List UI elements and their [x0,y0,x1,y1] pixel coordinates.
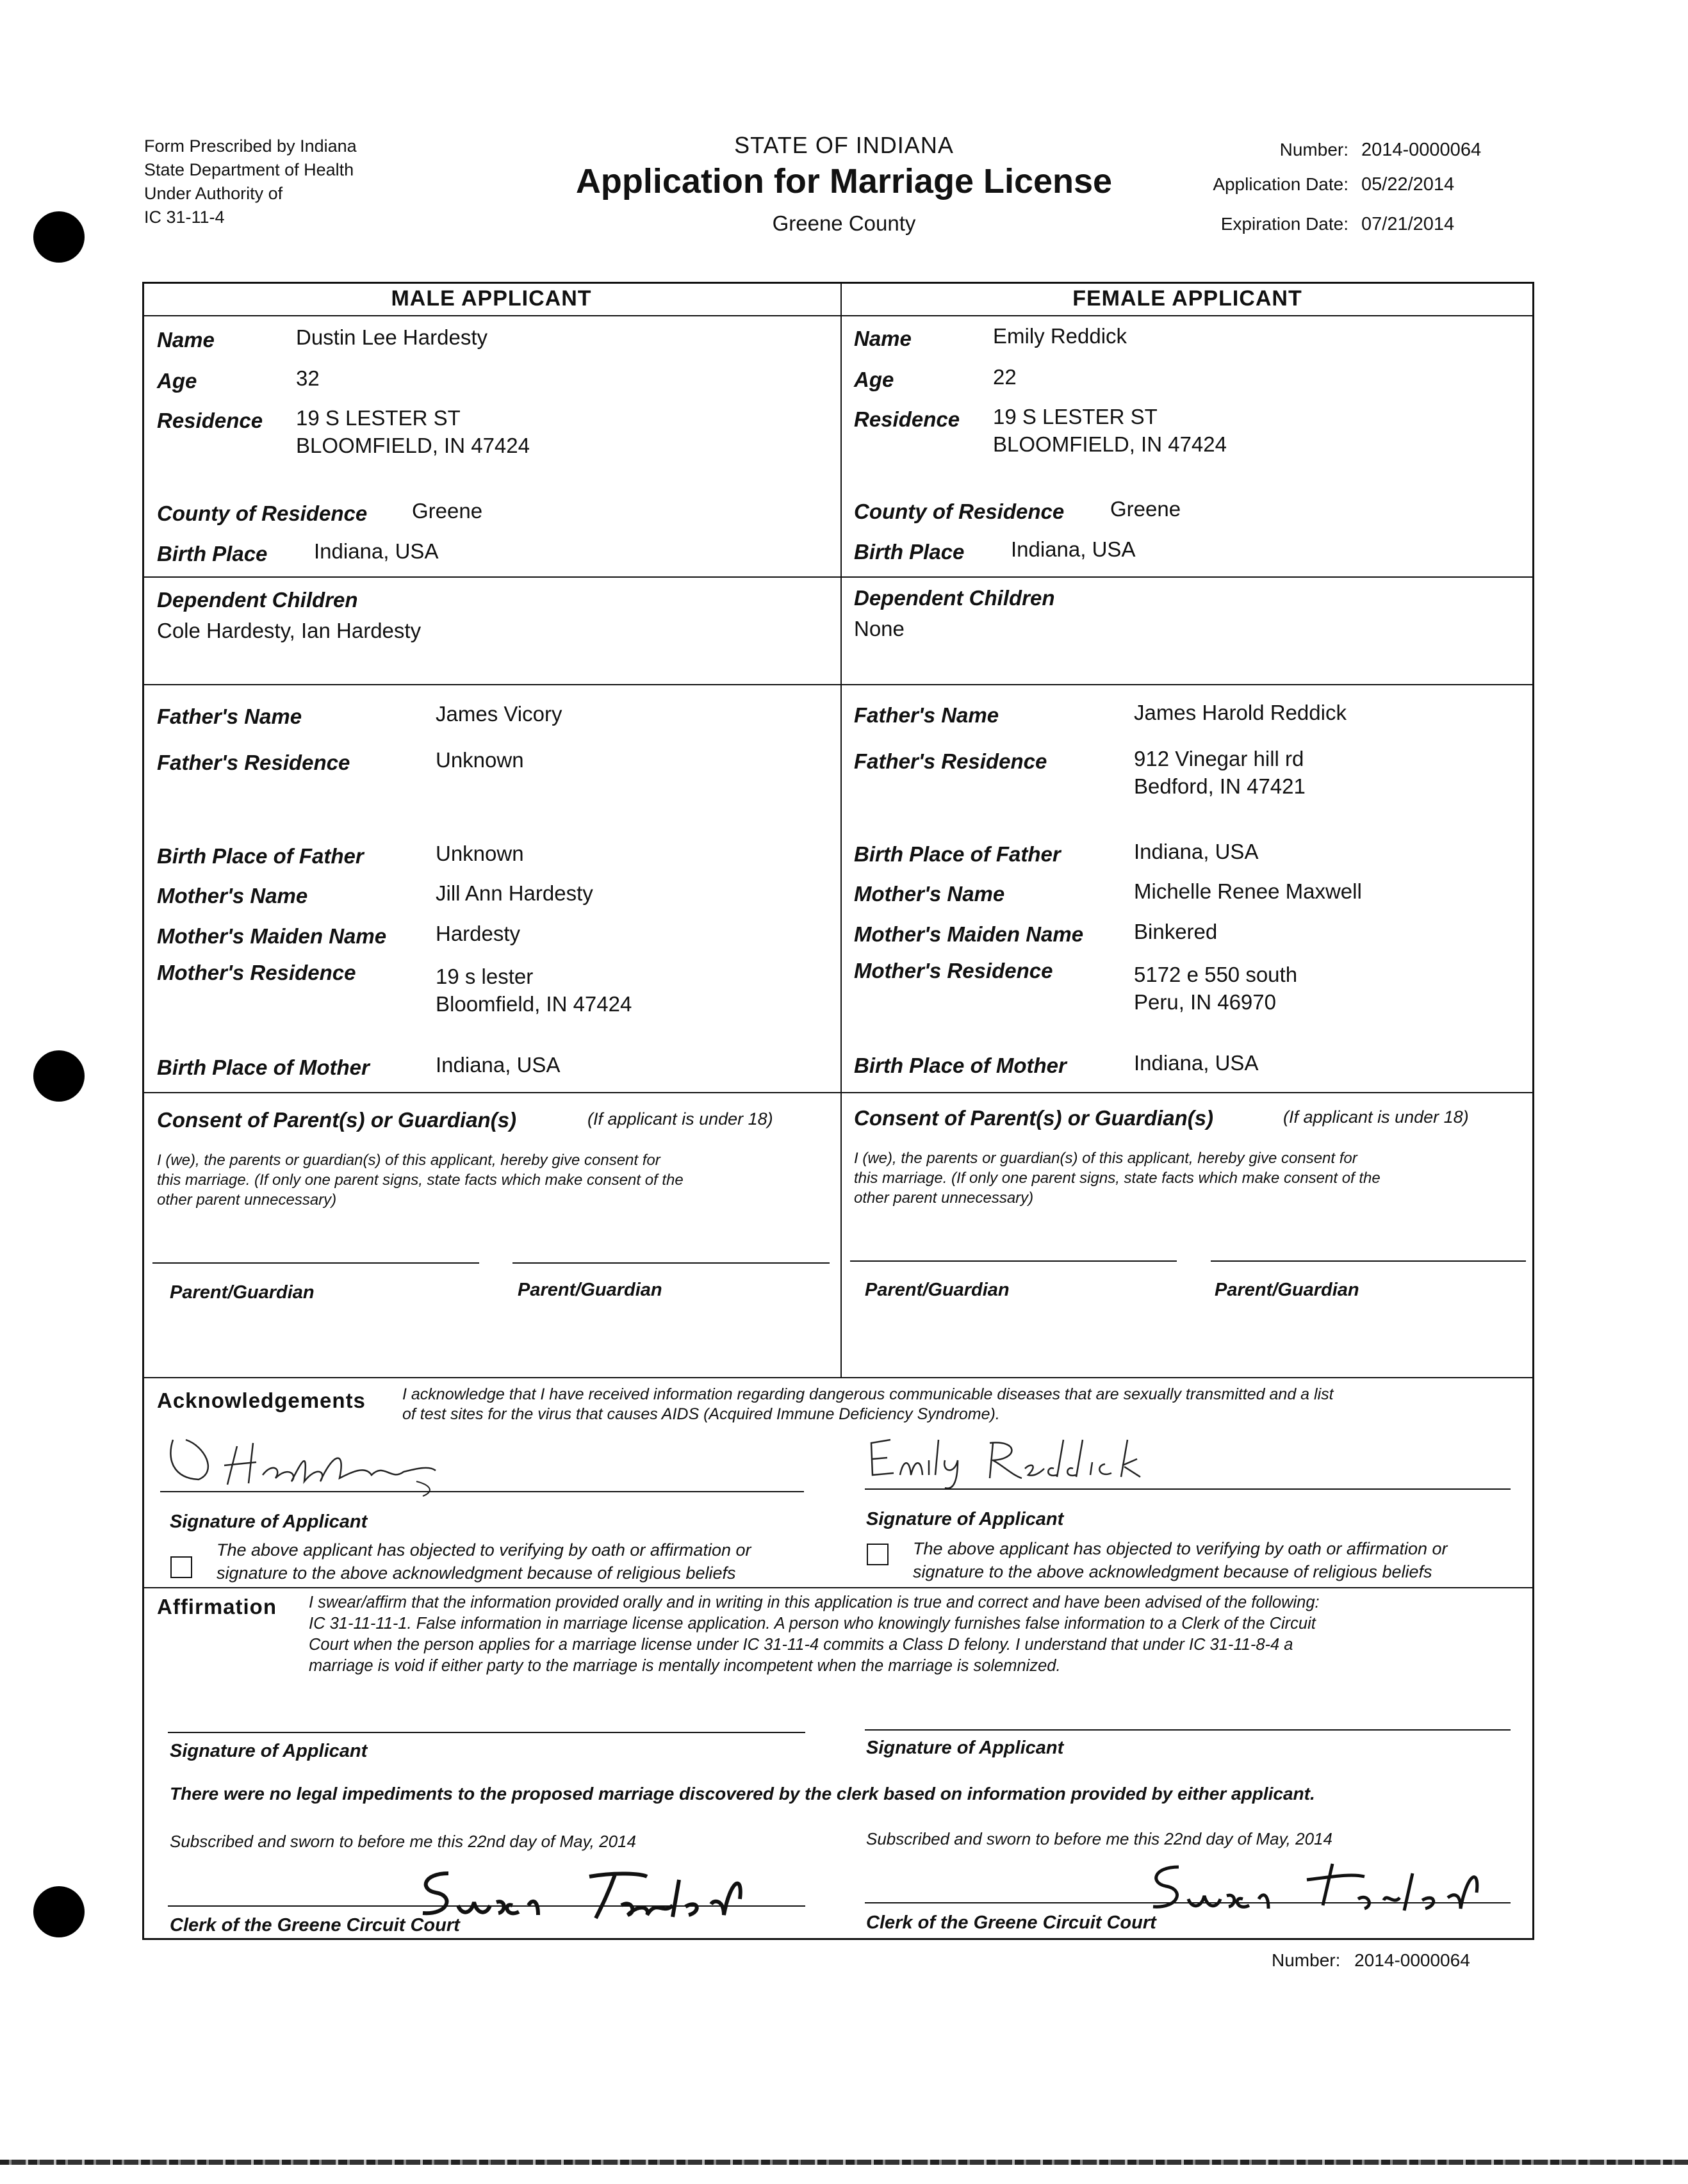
male-residence-line2: BLOOMFIELD, IN 47424 [296,434,530,457]
column-divider [840,282,842,1377]
license-number-value: 2014-0000064 [1361,140,1482,160]
male-name-label: Name [157,328,215,352]
male-age-label: Age [157,369,197,393]
female-residence-line1: 19 S LESTER ST [993,405,1158,428]
acknowledgements-text [402,1385,1334,1424]
no-impediments-statement: There were no legal impediments to the proposed marriage discovered by the clerk based on information provided by either applicant. [170,1784,1315,1804]
male-residence-line1: 19 S LESTER ST [296,406,461,430]
footer-number [1272,1950,1470,1971]
male-applicant-heading: MALE APPLICANT [391,286,592,311]
female-objection-line: signature to the above acknowledgment because of religious beliefs [913,1562,1432,1581]
scan-edge-artifact [0,2160,1688,2165]
female-name-value: Emily Reddick [993,324,1127,348]
male-religious-objection-text [217,1538,751,1585]
male-fathers-residence-line1: Unknown [436,748,524,772]
female-residence-label: Residence [854,407,960,431]
female-affirmation-signature-line[interactable] [865,1729,1511,1731]
male-dependent-children-label: Dependent Children [157,588,358,612]
female-parent-signature-line-1[interactable] [850,1260,1177,1262]
female-mothers-maiden-label: Mother's Maiden Name [854,922,1084,946]
female-birthplace-value: Indiana, USA [1011,537,1136,561]
affirmation-section-rule [142,1587,1534,1588]
form-authority-line: IC 31-11-4 [144,208,225,227]
male-fathers-name-label: Father's Name [157,705,302,728]
male-objection-line: The above applicant has objected to verifying by oath or affirmation or [217,1540,751,1560]
female-fathers-residence-label: Father's Residence [854,749,1047,773]
footer-number-value: 2014-0000064 [1354,1950,1470,1970]
female-parent-signature-line-2[interactable] [1211,1260,1526,1262]
female-mother-birthplace-value: Indiana, USA [1134,1051,1259,1075]
male-mothers-maiden-label: Mother's Maiden Name [157,924,387,948]
male-parent-signature-line-2[interactable] [512,1262,830,1264]
male-county-label: County of Residence [157,501,368,525]
female-fathers-residence-line2: Bedford, IN 47421 [1134,774,1306,798]
female-objection-line: The above applicant has objected to verifying by oath or affirmation or [913,1539,1448,1558]
male-mothers-maiden-value: Hardesty [436,922,521,945]
male-mother-birthplace-value: Indiana, USA [436,1053,561,1077]
male-fathers-name-value: James Vicory [436,702,562,726]
male-consent-text-line: this marriage. (If only one parent signs, state facts which make consent of the [157,1171,684,1189]
female-applicant-heading: FEMALE APPLICANT [1072,286,1302,311]
male-name-value: Dustin Lee Hardesty [296,325,488,349]
male-parent-signature-line-1[interactable] [152,1262,479,1264]
male-applicant-signature [160,1427,442,1497]
female-county-value: Greene [1110,497,1181,521]
male-birthplace-label: Birth Place [157,542,268,566]
female-acknowledgement-signature-label: Signature of Applicant [866,1509,1064,1529]
parents-section-rule [142,684,1534,685]
male-affirmation-signature-label: Signature of Applicant [170,1741,368,1761]
male-religious-objection-checkbox[interactable] [170,1556,192,1578]
female-parent-guardian-label-2: Parent/Guardian [1215,1280,1359,1300]
clerk-signature-line-left[interactable] [168,1905,805,1907]
clerk-signature-left [410,1861,782,1931]
footer-number-label: Number: [1272,1950,1341,1970]
female-consent-text-line: this marriage. (If only one parent signs, state facts which make consent of the [854,1169,1381,1187]
female-consent-text [854,1148,1527,1208]
male-mother-birthplace-label: Birth Place of Mother [157,1055,370,1079]
female-applicant-signature [865,1421,1224,1491]
sworn-statement-right: Subscribed and sworn to before me this 22nd day of May, 2014 [866,1829,1332,1848]
male-dependent-children-value: Cole Hardesty, Ian Hardesty [157,619,422,642]
female-age-label: Age [854,368,894,391]
sworn-statement-left: Subscribed and sworn to before me this 22nd day of May, 2014 [170,1832,636,1851]
female-acknowledgement-signature-line[interactable] [865,1488,1511,1490]
male-mothers-residence-line1: 19 s lester [436,965,534,988]
male-mothers-residence-line2: Bloomfield, IN 47424 [436,992,632,1016]
column-header-rule [142,315,1534,316]
female-consent-text-line: other parent unnecessary) [854,1189,1034,1207]
male-consent-text-line: other parent unnecessary) [157,1191,337,1209]
male-father-birthplace-value: Unknown [436,842,524,865]
clerk-signature-right [1140,1854,1512,1925]
male-consent-title: Consent of Parent(s) or Guardian(s) [157,1108,517,1132]
female-religious-objection-checkbox[interactable] [867,1544,889,1565]
male-fathers-residence-label: Father's Residence [157,751,350,774]
female-residence-line2: BLOOMFIELD, IN 47424 [993,432,1227,456]
male-residence-label: Residence [157,409,263,432]
application-date-value: 05/22/2014 [1361,174,1455,195]
form-authority-line: Form Prescribed by Indiana [144,136,357,156]
dependent-children-rule [142,576,1534,578]
female-mothers-name-value: Michelle Renee Maxwell [1134,879,1362,903]
affirmation-text-line: IC 31-11-11-1. False information in marriage license application. A person who knowingly furnishes false information to a Clerk of the Circuit [309,1615,1316,1633]
affirmation-text-line: I swear/affirm that the information provided orally and in writing in this application is true and correct and have been advised of the following: [309,1593,1320,1611]
expiration-date-value: 07/21/2014 [1361,214,1455,234]
punch-hole-bottom [33,1886,85,1937]
female-county-label: County of Residence [854,500,1065,523]
female-mothers-residence-line1: 5172 e 550 south [1134,963,1298,986]
male-parent-guardian-label-2: Parent/Guardian [518,1280,662,1300]
county-heading: Greene County [772,211,916,235]
female-religious-objection-text [913,1537,1447,1583]
female-consent-text-line: I (we), the parents or guardian(s) of this applicant, hereby give consent for [854,1150,1357,1167]
male-consent-note: (If applicant is under 18) [587,1109,773,1129]
state-heading: STATE OF INDIANA [734,132,954,158]
acknowledgements-section-rule [142,1377,1534,1378]
acknowledgements-text-line: I acknowledge that I have received information regarding dangerous communicable diseases that are sexually transmitted and a list [402,1385,1334,1403]
form-authority-line: State Department of Health [144,160,354,179]
female-dependent-children-value: None [854,617,905,640]
clerk-label-right: Clerk of the Greene Circuit Court [866,1912,1156,1933]
female-age-value: 22 [993,365,1017,389]
acknowledgements-text-line: of test sites for the virus that causes AIDS (Acquired Immune Deficiency Syndrome). [402,1405,1000,1423]
female-father-birthplace-label: Birth Place of Father [854,842,1061,866]
female-mothers-residence-line2: Peru, IN 46970 [1134,990,1276,1014]
female-father-birthplace-value: Indiana, USA [1134,840,1259,863]
expiration-date-label: Expiration Date: [1220,214,1348,234]
female-fathers-name-label: Father's Name [854,703,999,727]
female-mothers-maiden-value: Binkered [1134,920,1218,943]
document-title: Application for Marriage License [575,162,1113,200]
male-acknowledgement-signature-label: Signature of Applicant [170,1512,368,1532]
female-dependent-children-label: Dependent Children [854,586,1055,610]
male-father-birthplace-label: Birth Place of Father [157,844,364,868]
male-parent-guardian-label-1: Parent/Guardian [170,1282,315,1303]
female-affirmation-signature-label: Signature of Applicant [866,1738,1064,1758]
application-date-label: Application Date: [1213,174,1348,194]
male-consent-text [157,1150,830,1210]
license-number-label: Number: [1279,140,1348,159]
consent-section-rule [142,1092,1534,1093]
female-consent-title: Consent of Parent(s) or Guardian(s) [854,1106,1214,1130]
male-county-value: Greene [412,499,483,523]
male-age-value: 32 [296,366,320,390]
male-objection-line: signature to the above acknowledgment because of religious beliefs [217,1563,736,1583]
male-mothers-name-value: Jill Ann Hardesty [436,881,593,905]
clerk-signature-line-right[interactable] [865,1902,1511,1903]
male-mothers-residence-label: Mother's Residence [157,961,356,984]
female-birthplace-label: Birth Place [854,540,965,564]
male-birthplace-value: Indiana, USA [314,539,439,563]
affirmation-text-line: marriage is void if either party to the marriage is mentally incompetent when the marriage is solemnized. [309,1657,1061,1675]
punch-hole-middle [33,1050,85,1102]
female-fathers-residence-line1: 912 Vinegar hill rd [1134,747,1304,770]
acknowledgements-label: Acknowledgements [157,1389,366,1412]
affirmation-label: Affirmation [157,1595,277,1618]
male-affirmation-signature-line[interactable] [168,1732,805,1733]
male-mothers-name-label: Mother's Name [157,884,308,908]
female-mothers-name-label: Mother's Name [854,882,1005,906]
female-name-label: Name [854,327,912,350]
affirmation-text-line: Court when the person applies for a marriage license under IC 31-11-4 commits a Class D felony. I understand that under IC 31-11-8-4 a [309,1636,1293,1654]
affirmation-text [309,1592,1320,1677]
male-consent-text-line: I (we), the parents or guardian(s) of this applicant, hereby give consent for [157,1152,660,1169]
female-parent-guardian-label-1: Parent/Guardian [865,1280,1010,1300]
female-fathers-name-value: James Harold Reddick [1134,701,1347,724]
female-consent-note: (If applicant is under 18) [1283,1107,1469,1127]
male-acknowledgement-signature-line[interactable] [160,1491,804,1492]
female-mothers-residence-label: Mother's Residence [854,959,1053,982]
clerk-label-left: Clerk of the Greene Circuit Court [170,1915,460,1935]
female-mother-birthplace-label: Birth Place of Mother [854,1054,1067,1077]
form-authority-line: Under Authority of [144,184,283,203]
